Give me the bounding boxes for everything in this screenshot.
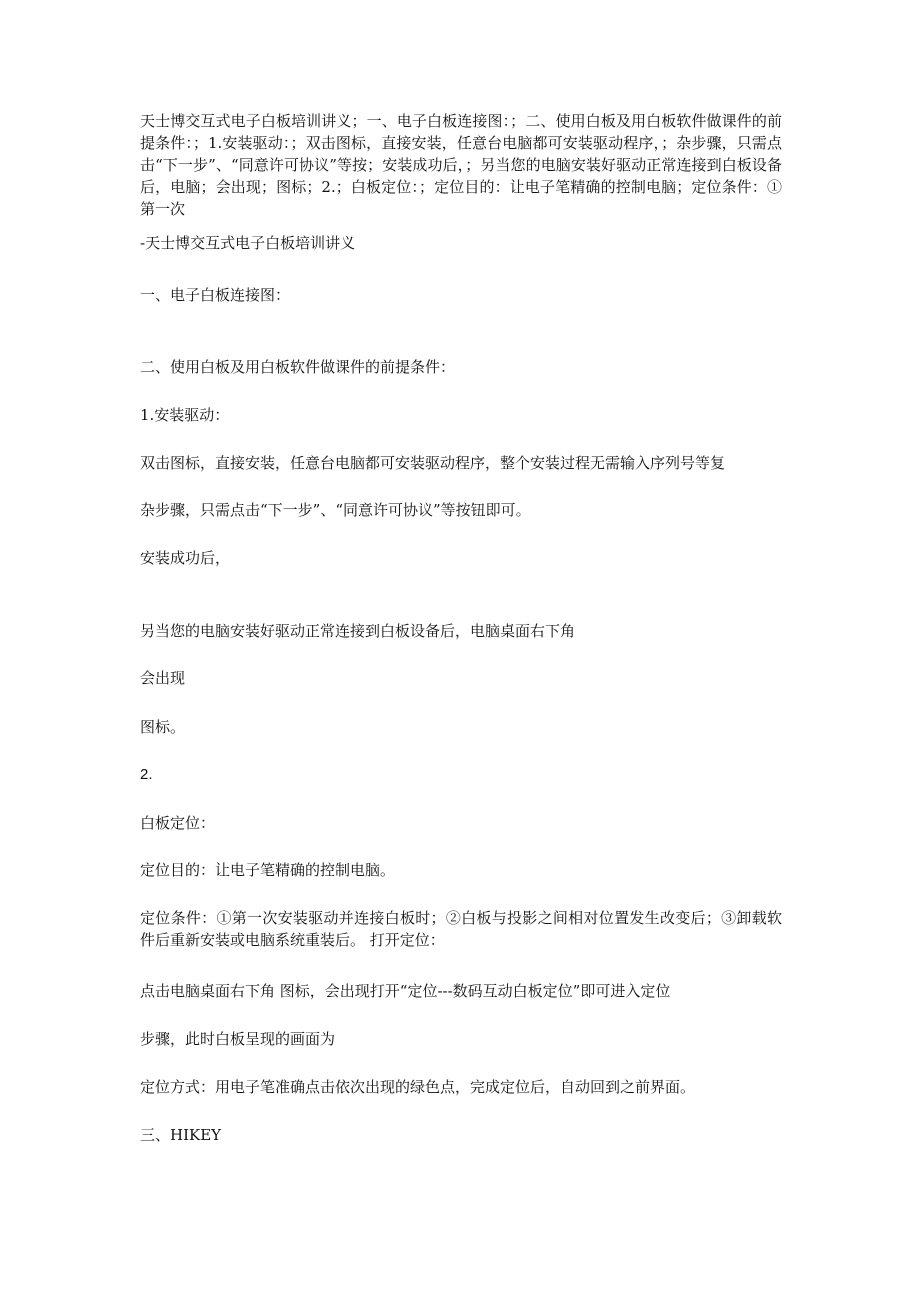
install-success-line: 安装成功后， xyxy=(140,549,231,567)
purpose-line: 定位目的：让电子笔精确的控制电脑。 xyxy=(140,861,396,879)
open-line1: 点击电脑桌面右下角 图标，会出现打开“定位---数码互动白板定位”即可进入定位 xyxy=(140,982,671,1000)
conditions-paragraph: 定位条件：①第一次安装驱动并连接白板时；②白板与投影之间相对位置发生改变后；③卸载软件后重新安装或电脑系统重装后。 打开定位： xyxy=(140,909,782,949)
icon-word-line: 图标。 xyxy=(140,718,186,736)
section1-heading: 一、电子白板连接图： xyxy=(140,286,291,304)
step2-heading: 白板定位： xyxy=(140,814,216,832)
step2-number: 2. xyxy=(140,766,153,783)
step1-line1: 双击图标，直接安装，任意台电脑都可安装驱动程序，整个安装过程无需输入序列号等复 xyxy=(140,454,726,472)
step1-heading: 1.安装驱动： xyxy=(140,406,230,424)
open-line2: 步骤，此时白板呈现的画面为 xyxy=(140,1030,336,1048)
section3-heading: 三、HIKEY xyxy=(140,1126,222,1144)
step1-line2: 杂步骤，只需点击“下一步”、“同意许可协议”等按钮即可。 xyxy=(140,501,531,519)
section2-heading: 二、使用白板及用白板软件做课件的前提条件： xyxy=(140,358,456,376)
connected-line: 另当您的电脑安装好驱动正常连接到白板设备后，电脑桌面右下角 xyxy=(140,622,576,640)
method-line: 定位方式：用电子笔准确点击依次出现的绿色点，完成定位后，自动回到之前界面。 xyxy=(140,1078,696,1096)
summary-paragraph: 天士博交互式电子白板培训讲义；一、电子白板连接图：；二、使用白板及用白板软件做课件的前提条件：；1.安装驱动：；双击图标，直接安装，任意台电脑都可安装驱动程序，；杂步骤，只需点击“下一步”、“同意许可协议”等按；安装成功后，；另当您的电脑安装好驱动正常连接到白板设备后，电脑；会出现；图标；2.；白板定位：；定位目的：让电子笔精确的控制电脑；定位条件：①第一次 xyxy=(140,112,782,218)
document-title-line: -天士博交互式电子白板培训讲义 xyxy=(140,234,356,252)
appears-line: 会出现 xyxy=(140,669,186,687)
